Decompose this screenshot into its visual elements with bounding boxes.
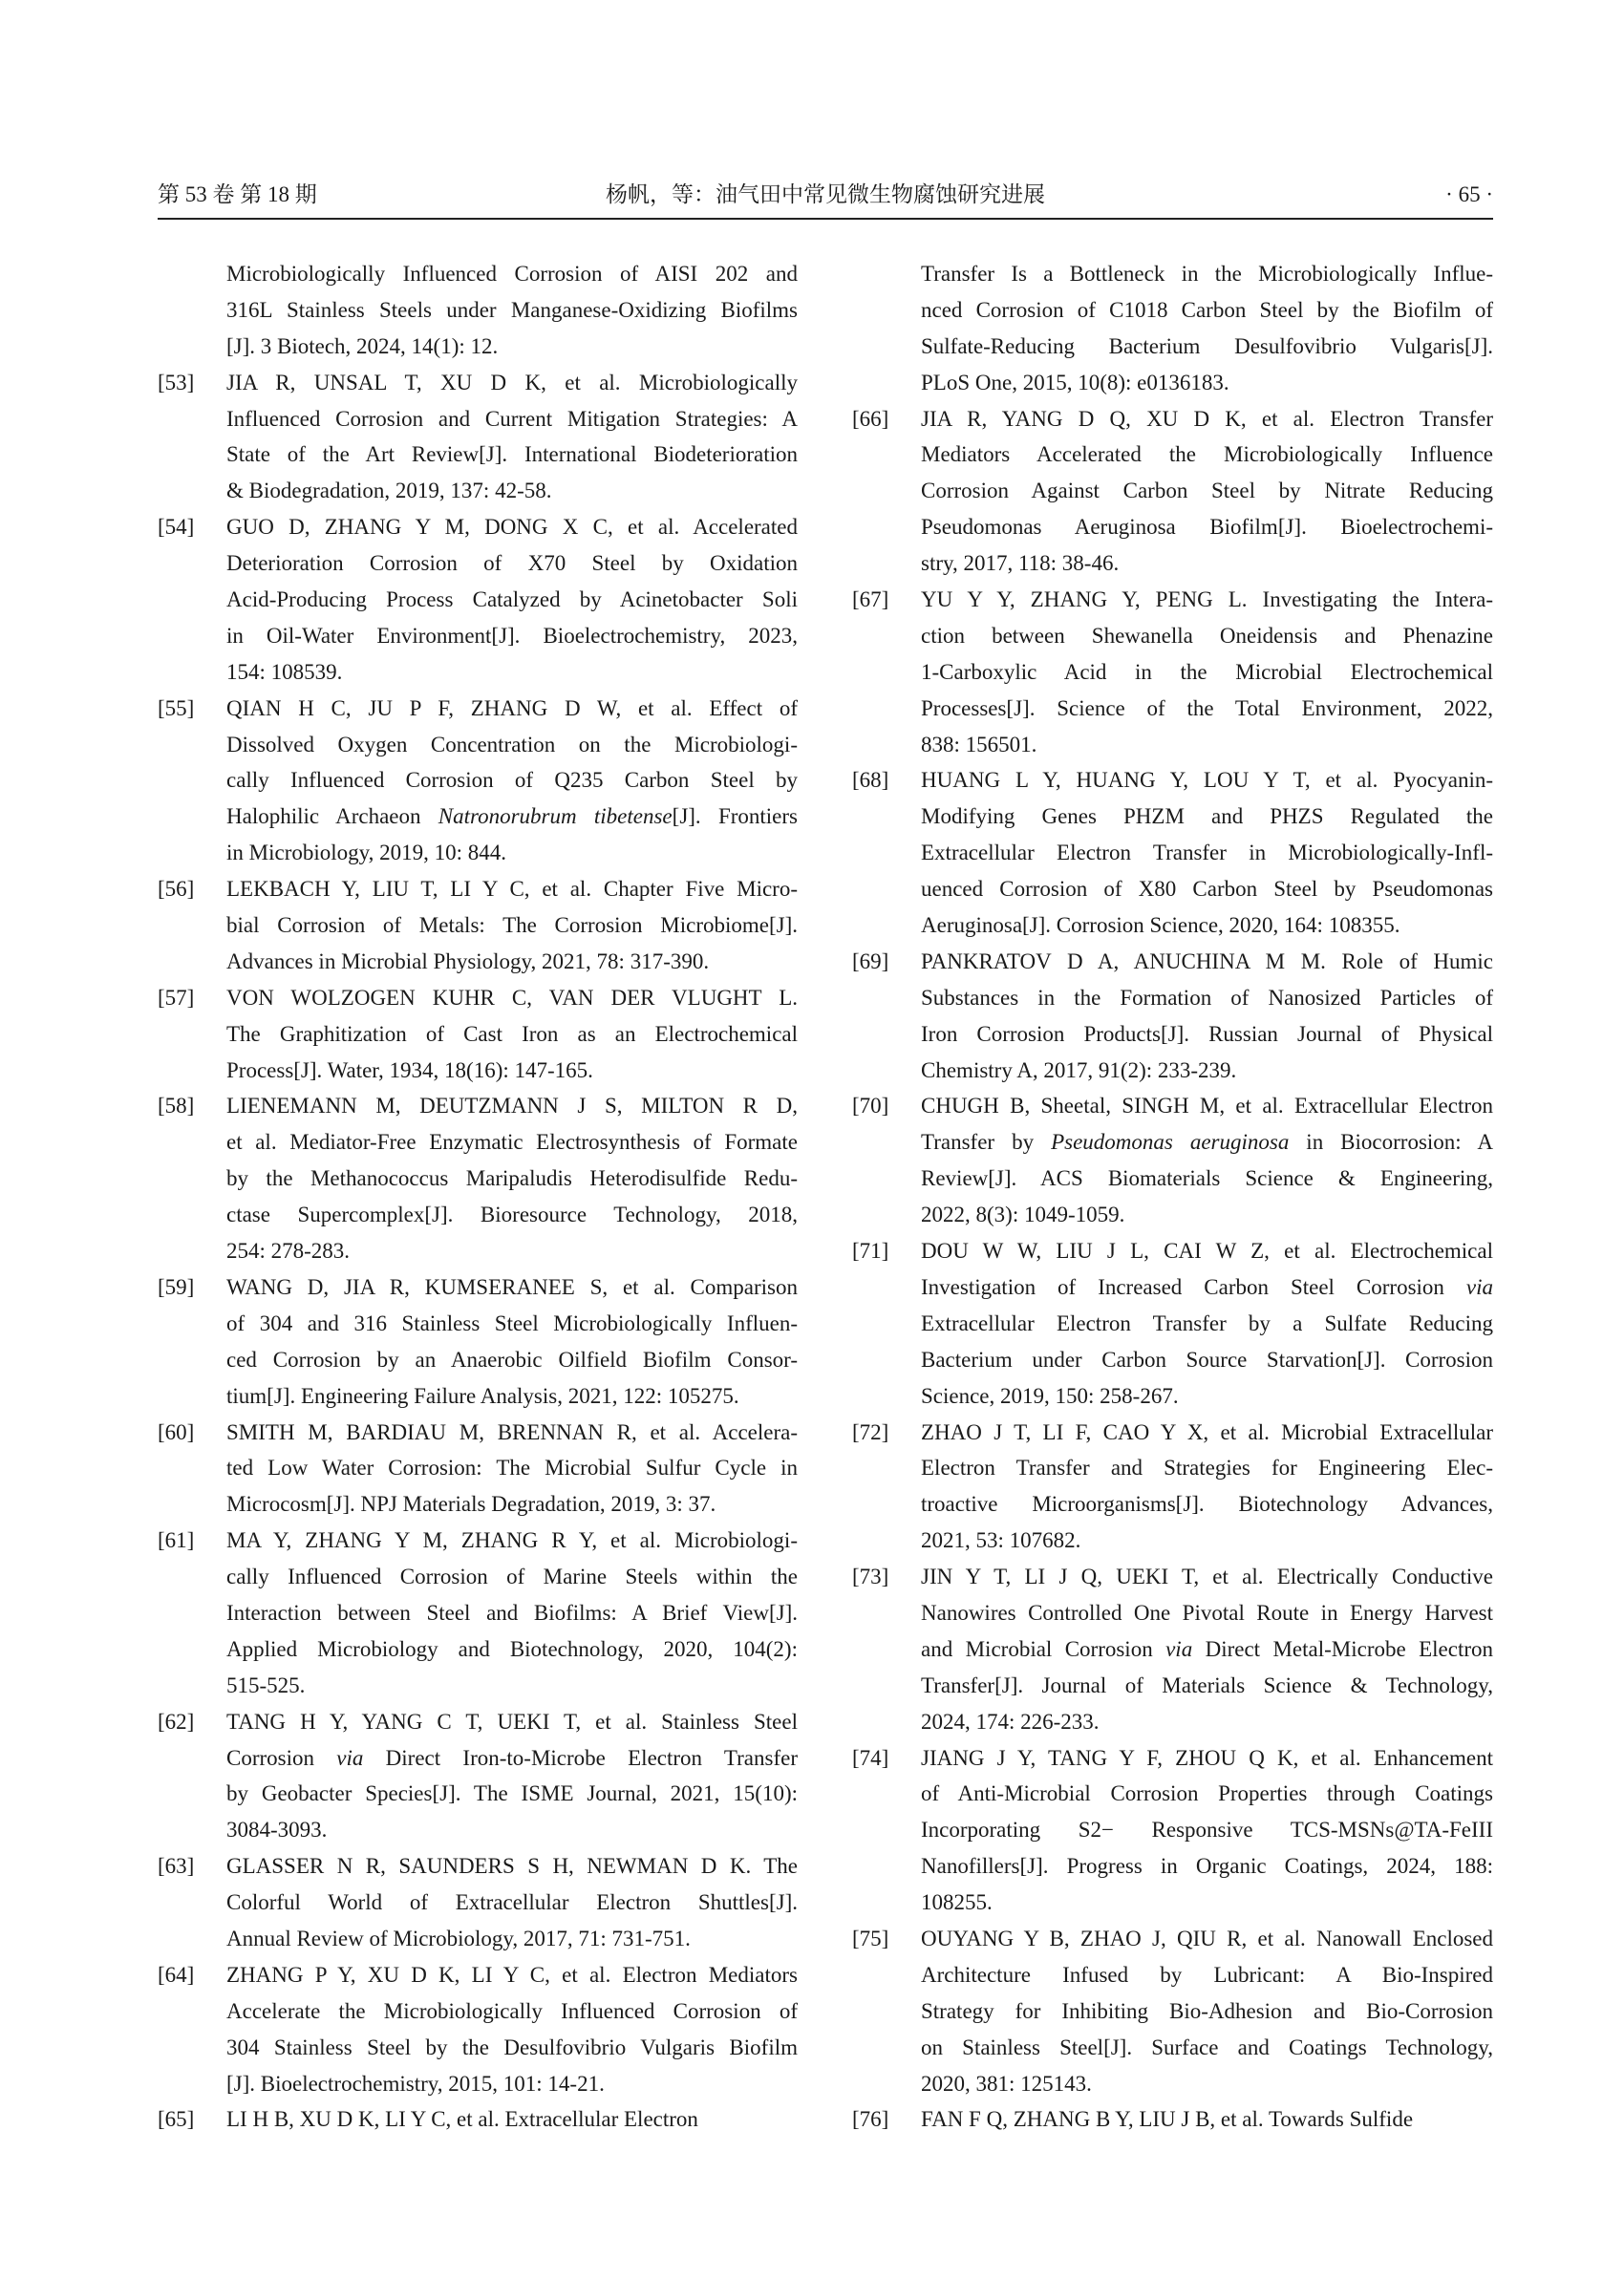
- reference-number: [53]: [158, 370, 195, 394]
- reference-line: SMITH M, BARDIAU M, BRENNAN R, et al. Accelera-: [226, 1419, 798, 1444]
- reference-line: of Anti-Microbial Corrosion Properties through Coatings: [921, 1781, 1493, 1806]
- reference-line: Chemistry A, 2017, 91(2): 233-239.: [921, 1057, 1237, 1082]
- reference-line: CHUGH B, Sheetal, SINGH M, et al. Extracellular Electron: [921, 1094, 1493, 1119]
- reference-line: ctase Supercomplex[J]. Bioresource Technology, 2018,: [226, 1203, 798, 1227]
- reference-line: Transfer by Pseudomonas aeruginosa in Biocorrosion: A: [921, 1130, 1493, 1155]
- reference-number: [66]: [852, 406, 889, 431]
- reference-entry: [852, 1559, 1493, 1739]
- reference-number: [61]: [158, 1528, 195, 1553]
- reference-continuation: [158, 256, 798, 365]
- reference-line: FAN F Q, ZHANG B Y, LIU J B, et al. Towards Sulfide: [921, 2107, 1414, 2132]
- reference-line: 108255.: [921, 1890, 993, 1915]
- reference-line: PLoS One, 2015, 10(8): e0136183.: [921, 370, 1229, 394]
- reference-line: Transfer Is a Bottleneck in the Microbiologically Influe-: [921, 262, 1493, 286]
- reference-line: Process[J]. Water, 1934, 18(16): 147-165.: [226, 1057, 593, 1082]
- reference-number: [56]: [158, 877, 195, 902]
- reference-line: 316L Stainless Steels under Manganese-Oxidizing Biofilms: [226, 297, 798, 322]
- reference-line: YU Y Y, ZHANG Y, PENG L. Investigating the Intera-: [921, 587, 1493, 612]
- reference-line: LEKBACH Y, LIU T, LI Y C, et al. Chapter Five Micro-: [226, 877, 798, 902]
- reference-line: ced Corrosion by an Anaerobic Oilfield Biofilm Consor-: [226, 1347, 798, 1372]
- reference-entry: [158, 1523, 798, 1703]
- reference-line: Extracellular Electron Transfer in Microbiologically-Infl-: [921, 841, 1493, 865]
- reference-entry: [158, 509, 798, 690]
- reference-line: WANG D, JIA R, KUMSERANEE S, et al. Comparison: [226, 1274, 798, 1299]
- reference-line: OUYANG Y B, ZHAO J, QIU R, et al. Nanowall Enclosed: [921, 1926, 1493, 1950]
- reference-entry: [852, 2101, 1493, 2138]
- reference-entry: [158, 871, 798, 980]
- reference-number: [69]: [852, 948, 889, 973]
- reference-line: Processes[J]. Science of the Total Environment, 2022,: [921, 695, 1493, 720]
- reference-entry: [158, 691, 798, 871]
- reference-line: et al. Mediator-Free Enzymatic Electrosynthesis of Formate: [226, 1130, 798, 1155]
- reference-line: GUO D, ZHANG Y M, DONG X C, et al. Accelerated: [226, 515, 798, 540]
- reference-line: Annual Review of Microbiology, 2017, 71: 731-751.: [226, 1926, 691, 1950]
- reference-number: [72]: [852, 1419, 889, 1444]
- reference-number: [58]: [158, 1094, 195, 1119]
- running-header: [158, 181, 1493, 220]
- reference-line: 2024, 174: 226-233.: [921, 1709, 1100, 1734]
- reference-line: Electron Transfer and Strategies for Engineering Elec-: [921, 1456, 1493, 1481]
- left-column: [158, 256, 798, 2138]
- reference-line: ZHAO J T, LI F, CAO Y X, et al. Microbial Extracellular: [921, 1419, 1493, 1444]
- reference-number: [55]: [158, 695, 195, 720]
- reference-line: Investigation of Increased Carbon Steel Corrosion via: [921, 1274, 1493, 1299]
- reference-line: on Stainless Steel[J]. Surface and Coatings Technology,: [921, 2035, 1493, 2059]
- reference-entry: [852, 1088, 1493, 1233]
- reference-line: Nanofillers[J]. Progress in Organic Coatings, 2024, 188:: [921, 1854, 1493, 1879]
- reference-line: Dissolved Oxygen Concentration on the Microbiologi-: [226, 732, 798, 756]
- reference-line: in Microbiology, 2019, 10: 844.: [226, 841, 507, 865]
- reference-entry: [158, 1088, 798, 1268]
- reference-entry: [158, 1269, 798, 1415]
- reference-line: 2020, 381: 125143.: [921, 2071, 1092, 2096]
- reference-entry: [158, 2101, 798, 2138]
- reference-entry: [852, 1740, 1493, 1921]
- reference-line: TANG H Y, YANG C T, UEKI T, et al. Stainless Steel: [226, 1709, 798, 1734]
- reference-number: [67]: [852, 587, 889, 612]
- reference-line: Review[J]. ACS Biomaterials Science & Engineering,: [921, 1166, 1493, 1191]
- reference-line: by Geobacter Species[J]. The ISME Journal, 2021, 15(10):: [226, 1781, 798, 1806]
- reference-line: Acid-Producing Process Catalyzed by Acinetobacter Soli: [226, 587, 798, 612]
- reference-line: Colorful World of Extracellular Electron Shuttles[J].: [226, 1890, 798, 1915]
- reference-line: Corrosion via Direct Iron-to-Microbe Electron Transfer: [226, 1745, 798, 1770]
- page-number: · 65 ·: [1445, 182, 1493, 206]
- reference-line: Sulfate-Reducing Bacterium Desulfovibrio Vulgaris[J].: [921, 333, 1493, 358]
- reference-entry: [158, 1848, 798, 1957]
- reference-line: Mediators Accelerated the Microbiologically Influence: [921, 442, 1493, 467]
- reference-line: 1-Carboxylic Acid in the Microbial Electrochemical: [921, 659, 1493, 684]
- reference-line: Advances in Microbial Physiology, 2021, 78: 317-390.: [226, 948, 710, 973]
- reference-number: [63]: [158, 1854, 195, 1879]
- reference-line: JIN Y T, LI J Q, UEKI T, et al. Electrically Conductive: [921, 1565, 1493, 1589]
- reference-number: [59]: [158, 1274, 195, 1299]
- reference-entry: [852, 582, 1493, 762]
- volume-issue: 第 53 卷 第 18 期: [158, 182, 317, 206]
- reference-entry: [158, 1957, 798, 2102]
- reference-line: 838: 156501.: [921, 732, 1037, 756]
- reference-line: [J]. 3 Biotech, 2024, 14(1): 12.: [226, 333, 499, 358]
- reference-line: Pseudomonas Aeruginosa Biofilm[J]. Bioelectrochemi-: [921, 515, 1493, 540]
- reference-number: [54]: [158, 515, 195, 540]
- reference-continuation: [852, 256, 1493, 401]
- reference-line: Accelerate the Microbiologically Influenced Corrosion of: [226, 1998, 798, 2023]
- reference-line: Incorporating S2− Responsive TCS-MSNs@TA-FeIII: [921, 1818, 1493, 1843]
- reference-entry: [158, 1415, 798, 1524]
- reference-line: Substances in the Formation of Nanosized Particles of: [921, 985, 1493, 1010]
- reference-number: [70]: [852, 1094, 889, 1119]
- reference-line: tium[J]. Engineering Failure Analysis, 2021, 122: 105275.: [226, 1383, 739, 1408]
- reference-line: & Biodegradation, 2019, 137: 42-58.: [226, 479, 552, 503]
- reference-entry: [158, 1704, 798, 1849]
- reference-line: VON WOLZOGEN KUHR C, VAN DER VLUGHT L.: [226, 985, 798, 1010]
- reference-number: [75]: [852, 1926, 889, 1950]
- reference-line: [J]. Bioelectrochemistry, 2015, 101: 14-21.: [226, 2071, 605, 2096]
- reference-entry: [852, 1233, 1493, 1414]
- reference-number: [65]: [158, 2107, 195, 2132]
- reference-number: [68]: [852, 768, 889, 793]
- reference-line: Bacterium under Carbon Source Starvation[J]. Corrosion: [921, 1347, 1493, 1372]
- reference-entry: [852, 1921, 1493, 2101]
- right-column: [852, 256, 1493, 2138]
- reference-line: Aeruginosa[J]. Corrosion Science, 2020, 164: 108355.: [921, 913, 1400, 938]
- reference-line: of 304 and 316 Stainless Steel Microbiologically Influen-: [226, 1310, 798, 1335]
- reference-line: Strategy for Inhibiting Bio-Adhesion and Bio-Corrosion: [921, 1998, 1493, 2023]
- reference-entry: [852, 762, 1493, 943]
- reference-line: cally Influenced Corrosion of Q235 Carbon Steel by: [226, 768, 798, 793]
- reference-line: JIA R, YANG D Q, XU D K, et al. Electron Transfer: [921, 406, 1493, 431]
- reference-line: ction between Shewanella Oneidensis and Phenazine: [921, 623, 1493, 648]
- reference-line: LIENEMANN M, DEUTZMANN J S, MILTON R D,: [226, 1094, 798, 1119]
- reference-entry: [158, 980, 798, 1089]
- reference-line: 254: 278-283.: [226, 1239, 351, 1264]
- reference-line: 515-525.: [226, 1673, 306, 1697]
- reference-line: Iron Corrosion Products[J]. Russian Journal of Physical: [921, 1021, 1493, 1046]
- reference-line: MA Y, ZHANG Y M, ZHANG R Y, et al. Microbiologi-: [226, 1528, 798, 1553]
- reference-line: Interaction between Steel and Biofilms: A Brief View[J].: [226, 1600, 798, 1625]
- reference-number: [62]: [158, 1709, 195, 1734]
- reference-line: 2022, 8(3): 1049-1059.: [921, 1203, 1125, 1227]
- reference-line: stry, 2017, 118: 38-46.: [921, 551, 1120, 576]
- reference-line: Applied Microbiology and Biotechnology, 2020, 104(2):: [226, 1636, 798, 1661]
- reference-number: [57]: [158, 985, 195, 1010]
- reference-line: Halophilic Archaeon Natronorubrum tibetense[J]. Frontiers: [226, 804, 799, 829]
- reference-line: Science, 2019, 150: 258-267.: [921, 1383, 1179, 1408]
- reference-number: [71]: [852, 1239, 889, 1264]
- reference-line: Modifying Genes PHZM and PHZS Regulated the: [921, 804, 1493, 829]
- reference-line: State of the Art Review[J]. International Biodeterioration: [226, 442, 798, 467]
- reference-entry: [852, 1415, 1493, 1560]
- running-title: 杨帆，等：油气田中常见微生物腐蚀研究进展: [606, 182, 1045, 206]
- reference-number: [73]: [852, 1565, 889, 1589]
- reference-line: Nanowires Controlled One Pivotal Route in Energy Harvest: [921, 1600, 1493, 1625]
- reference-line: GLASSER N R, SAUNDERS S H, NEWMAN D K. The: [226, 1854, 798, 1879]
- reference-entry: [158, 365, 798, 510]
- reference-line: ted Low Water Corrosion: The Microbial Sulfur Cycle in: [226, 1456, 798, 1481]
- reference-line: Corrosion Against Carbon Steel by Nitrate Reducing: [921, 479, 1493, 503]
- reference-line: Transfer[J]. Journal of Materials Science & Technology,: [921, 1673, 1493, 1697]
- reference-entry: [852, 401, 1493, 582]
- reference-line: JIANG J Y, TANG Y F, ZHOU Q K, et al. Enhancement: [921, 1745, 1493, 1770]
- reference-line: 304 Stainless Steel by the Desulfovibrio Vulgaris Biofilm: [226, 2035, 798, 2059]
- reference-line: ZHANG P Y, XU D K, LI Y C, et al. Electron Mediators: [226, 1962, 798, 1987]
- reference-line: JIA R, UNSAL T, XU D K, et al. Microbiologically: [226, 370, 798, 394]
- reference-line: 154: 108539.: [226, 659, 343, 684]
- reference-line: troactive Microorganisms[J]. Biotechnology Advances,: [921, 1492, 1493, 1517]
- reference-line: 3084-3093.: [226, 1818, 328, 1843]
- reference-number: [60]: [158, 1419, 195, 1444]
- reference-number: [74]: [852, 1745, 889, 1770]
- reference-line: Extracellular Electron Transfer by a Sulfate Reducing: [921, 1310, 1493, 1335]
- reference-line: QIAN H C, JU P F, ZHANG D W, et al. Effect of: [226, 695, 798, 720]
- reference-line: PANKRATOV D A, ANUCHINA M M. Role of Humic: [921, 948, 1493, 973]
- reference-line: 2021, 53: 107682.: [921, 1528, 1081, 1553]
- reference-line: The Graphitization of Cast Iron as an Electrochemical: [226, 1021, 798, 1046]
- reference-number: [76]: [852, 2107, 889, 2132]
- reference-line: by the Methanococcus Maripaludis Heterodisulfide Redu-: [226, 1166, 798, 1191]
- reference-line: LI H B, XU D K, LI Y C, et al. Extracellular Electron: [226, 2107, 698, 2132]
- reference-line: bial Corrosion of Metals: The Corrosion Microbiome[J].: [226, 913, 798, 938]
- reference-line: Microcosm[J]. NPJ Materials Degradation, 2019, 3: 37.: [226, 1492, 716, 1517]
- reference-line: cally Influenced Corrosion of Marine Steels within the: [226, 1565, 798, 1589]
- reference-line: HUANG L Y, HUANG Y, LOU Y T, et al. Pyocyanin-: [921, 768, 1493, 793]
- reference-line: Deterioration Corrosion of X70 Steel by Oxidation: [226, 551, 798, 576]
- reference-line: DOU W W, LIU J L, CAI W Z, et al. Electrochemical: [921, 1239, 1493, 1264]
- reference-line: and Microbial Corrosion via Direct Metal-Microbe Electron: [921, 1636, 1493, 1661]
- reference-entry: [852, 944, 1493, 1089]
- reference-line: Microbiologically Influenced Corrosion of AISI 202 and: [226, 262, 798, 286]
- reference-number: [64]: [158, 1962, 195, 1987]
- reference-line: uenced Corrosion of X80 Carbon Steel by Pseudomonas: [921, 877, 1493, 902]
- reference-line: Influenced Corrosion and Current Mitigation Strategies: A: [226, 406, 798, 431]
- reference-line: in Oil-Water Environment[J]. Bioelectrochemistry, 2023,: [226, 623, 798, 648]
- reference-line: nced Corrosion of C1018 Carbon Steel by the Biofilm of: [921, 297, 1493, 322]
- reference-line: Architecture Infused by Lubricant: A Bio-Inspired: [921, 1962, 1493, 1987]
